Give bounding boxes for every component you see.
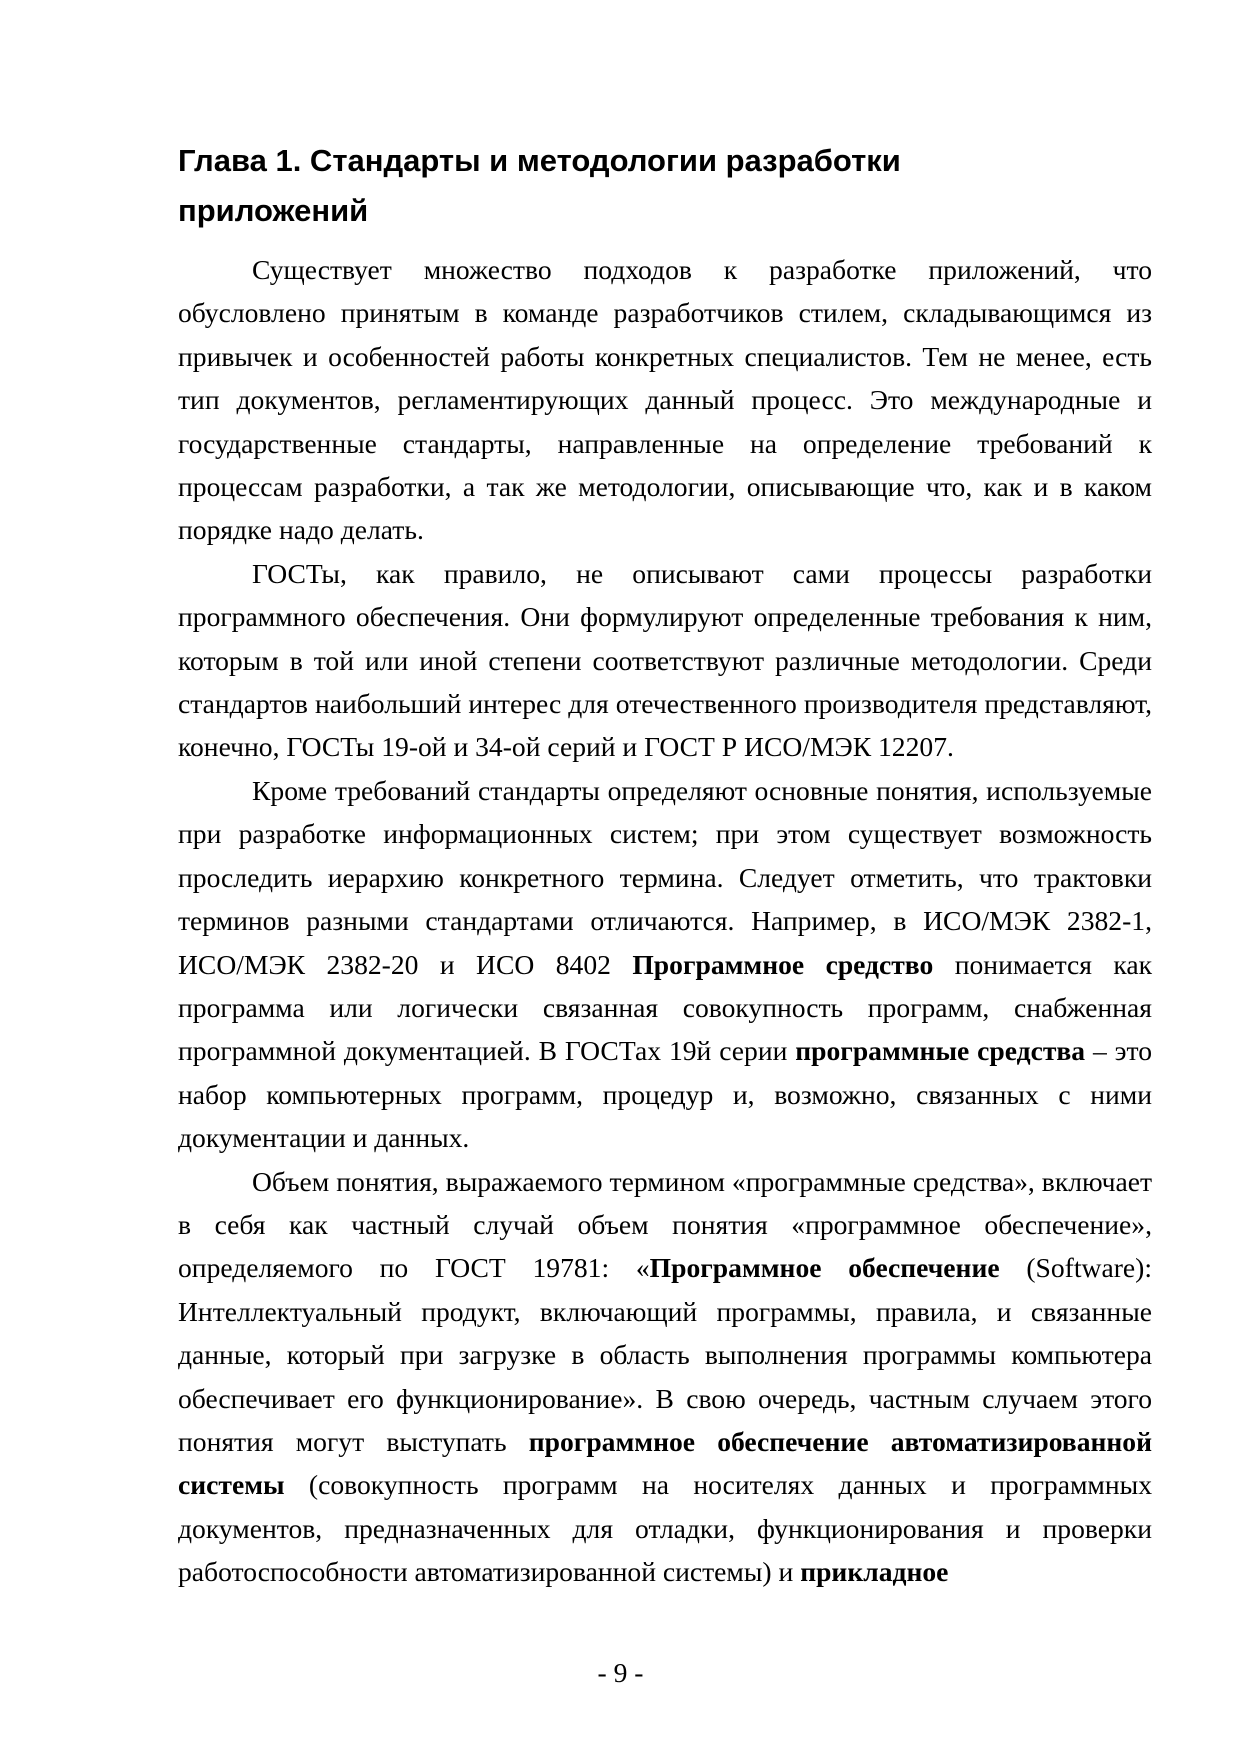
paragraph-4-text-2: (Software): Интеллектуальный продукт, включающий программы, правила, и связанные данные, который при загрузке в область выполнения программы компьютера обеспечивает его функционирование». В свою очередь, частным случаем этого понятия могут выступать (178, 1252, 1152, 1457)
paragraph-3 (178, 769, 1152, 1160)
paragraph-3-text-2: понимается как программа или логически связанная совокупность программ, снабженная программной документацией. В ГОСТах 19й серии (178, 948, 1152, 1067)
chapter-heading-line-1: Глава 1. Стандарты и методологии разработки (178, 143, 901, 178)
term-software: Программное обеспечение (649, 1252, 1000, 1284)
page-number: - 9 - (597, 1657, 644, 1688)
chapter-heading (178, 136, 1058, 236)
paragraph-3-text-1: Кроме требований стандарты определяют основные понятия, используемые при разработке информационных систем; при этом существует возможность проследить иерархию конкретного термина. Следует отметить, что трактовки терминов разными стандартами отличаются. Например, в ИСО/МЭК 2382-1, ИСО/МЭК 2382-20 и ИСО 8402 (178, 774, 1152, 980)
term-automated-system-software: программное обеспечение автоматизированной системы (178, 1425, 1152, 1501)
paragraph-3-text-3: – это набор компьютерных программ, процедур и, возможно, связанных с ними документации и данных. (178, 1035, 1152, 1154)
chapter-heading-line-2: приложений (178, 193, 369, 228)
term-applied: прикладное (800, 1556, 949, 1588)
paragraph-1: Существует множество подходов к разработке приложений, что обусловлено принятым в команде разработчиков стилем, складывающимся из привычек и особенностей работы конкретных специалистов. Тем не менее, есть тип документов, регламентирующих данный процесс. Это международные и государственные стандарты, направленные на определение требований к процессам разработки, а так же методологии, описывающие что, как и в каком порядке надо делать. (178, 254, 1152, 546)
body-text (178, 248, 1152, 1594)
paragraph-4 (178, 1160, 1152, 1594)
term-software-tools: программные средства (795, 1035, 1086, 1067)
term-software-tool: Программное средство (632, 948, 934, 980)
paragraph-4-text-1: Объем понятия, выражаемого термином «программные средства», включает в себя как частный случай объем понятия «программное обеспечение», определяемого по ГОСТ 19781: « (178, 1165, 1152, 1284)
paragraph-2: ГОСТы, как правило, не описывают сами процессы разработки программного обеспечения. Они формулируют определенные требования к ним, которым в той или иной степени соответствуют различные методологии. Среди стандартов наибольший интерес для отечественного производителя представляют, конечно, ГОСТы 19-ой и 34-ой серий и ГОСТ Р ИСО/МЭК 12207. (178, 557, 1152, 763)
paragraph-4-text-3: (совокупность программ на носителях данных и программных документов, предназначенных для отладки, функционирования и проверки работоспособности автоматизированной системы) и (178, 1469, 1152, 1588)
